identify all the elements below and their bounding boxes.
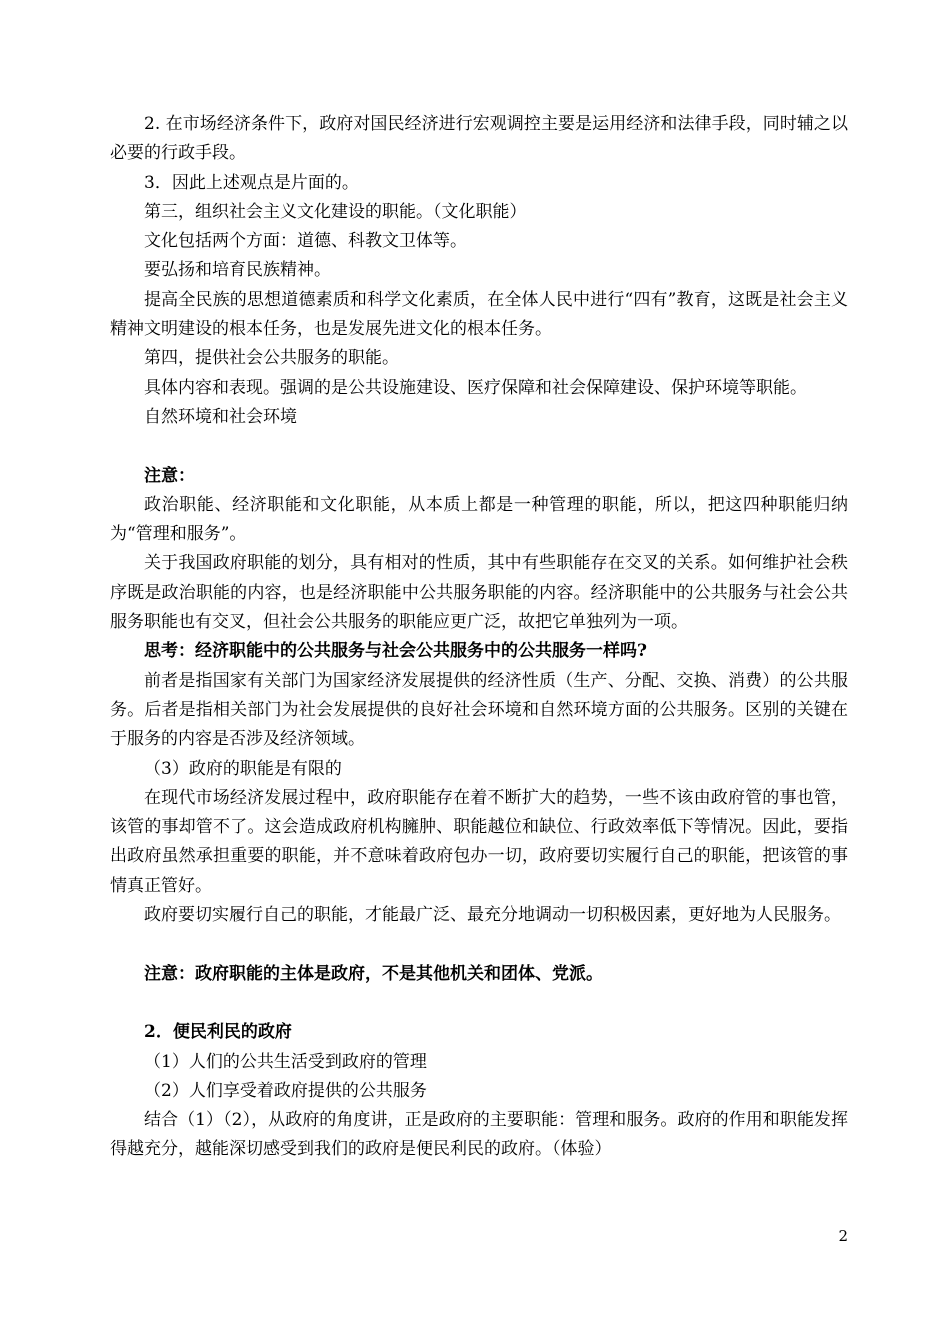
paragraph: 结合（1）（2），从政府的角度讲，正是政府的主要职能：管理和服务。政府的作用和职能发挥得越充分，越能深切感受到我们的政府是便民利民的政府。（体验） — [110, 1110, 848, 1160]
paragraph: 具体内容和表现。强调的是公共设施建设、医疗保障和社会保障建设、保护环境等职能。 — [144, 377, 807, 398]
note-heading: 注意： — [144, 465, 195, 486]
paragraph: （1）人们的公共生活受到政府的管理 — [144, 1051, 427, 1072]
paragraph: 关于我国政府职能的划分，具有相对的性质，其中有些职能存在交叉的关系。如何维护社会秩序既是政治职能的内容，也是经济职能中公共服务职能的内容。经济职能中的公共服务与社会公共服务职能也有交叉，但社会公共服务的职能应更广泛，故把它单独列为一项。 — [110, 553, 848, 633]
paragraph: 前者是指国家有关部门为国家经济发展提供的经济性质（生产、分配、交换、消费）的公共服务。后者是指相关部门为社会发展提供的良好社会环境和自然环境方面的公共服务。区别的关键在于服务的内容是否涉及经济领域。 — [110, 670, 848, 750]
paragraph: （3）政府的职能是有限的 — [144, 758, 342, 779]
paragraph: 提高全民族的思想道德素质和科学文化素质，在全体人民中进行“四有”教育，这既是社会主义精神文明建设的根本任务，也是发展先进文化的根本任务。 — [110, 289, 848, 340]
question-heading: 思考：经济职能中的公共服务与社会公共服务中的公共服务一样吗? — [144, 641, 647, 662]
paragraph: 自然环境和社会环境 — [144, 406, 297, 427]
paragraph: 2. 在市场经济条件下，政府对国民经济进行宏观调控主要是运用经济和法律手段，同时辅之以必要的行政手段。 — [110, 114, 848, 164]
paragraph: 3．因此上述观点是片面的。 — [144, 172, 359, 193]
blank-line — [110, 930, 848, 959]
paragraph: 要弘扬和培育民族精神。 — [144, 260, 331, 281]
paragraph: 政治职能、经济职能和文化职能，从本质上都是一种管理的职能，所以，把这四种职能归纳为“管理和服务”。 — [110, 494, 848, 545]
paragraph: 文化包括两个方面：道德、科教文卫体等。 — [144, 231, 467, 252]
paragraph: 第三，组织社会主义文化建设的职能。（文化职能） — [144, 201, 527, 222]
page-number: 2 — [838, 1227, 848, 1245]
section-heading: 2．便民利民的政府 — [144, 1022, 292, 1043]
blank-line — [110, 432, 848, 461]
paragraph: 政府要切实履行自己的职能，才能最广泛、最充分地调动一切积极因素，更好地为人民服务。 — [144, 905, 841, 926]
paragraph: （2）人们享受着政府提供的公共服务 — [144, 1080, 427, 1101]
document-body — [110, 110, 848, 1165]
paragraph: 在现代市场经济发展过程中，政府职能存在着不断扩大的趋势，一些不该由政府管的事也管，该管的事却管不了。这会造成政府机构臃肿、职能越位和缺位、行政效率低下等情况。因此，要指出政府虽然承担重要的职能，并不意味着政府包办一切，政府要切实履行自己的职能，把该管的事情真正管好。 — [110, 787, 848, 896]
paragraph: 第四，提供社会公共服务的职能。 — [144, 348, 399, 369]
blank-line — [110, 989, 848, 1018]
note-statement: 注意：政府职能的主体是政府，不是其他机关和团体、党派。 — [144, 963, 603, 984]
